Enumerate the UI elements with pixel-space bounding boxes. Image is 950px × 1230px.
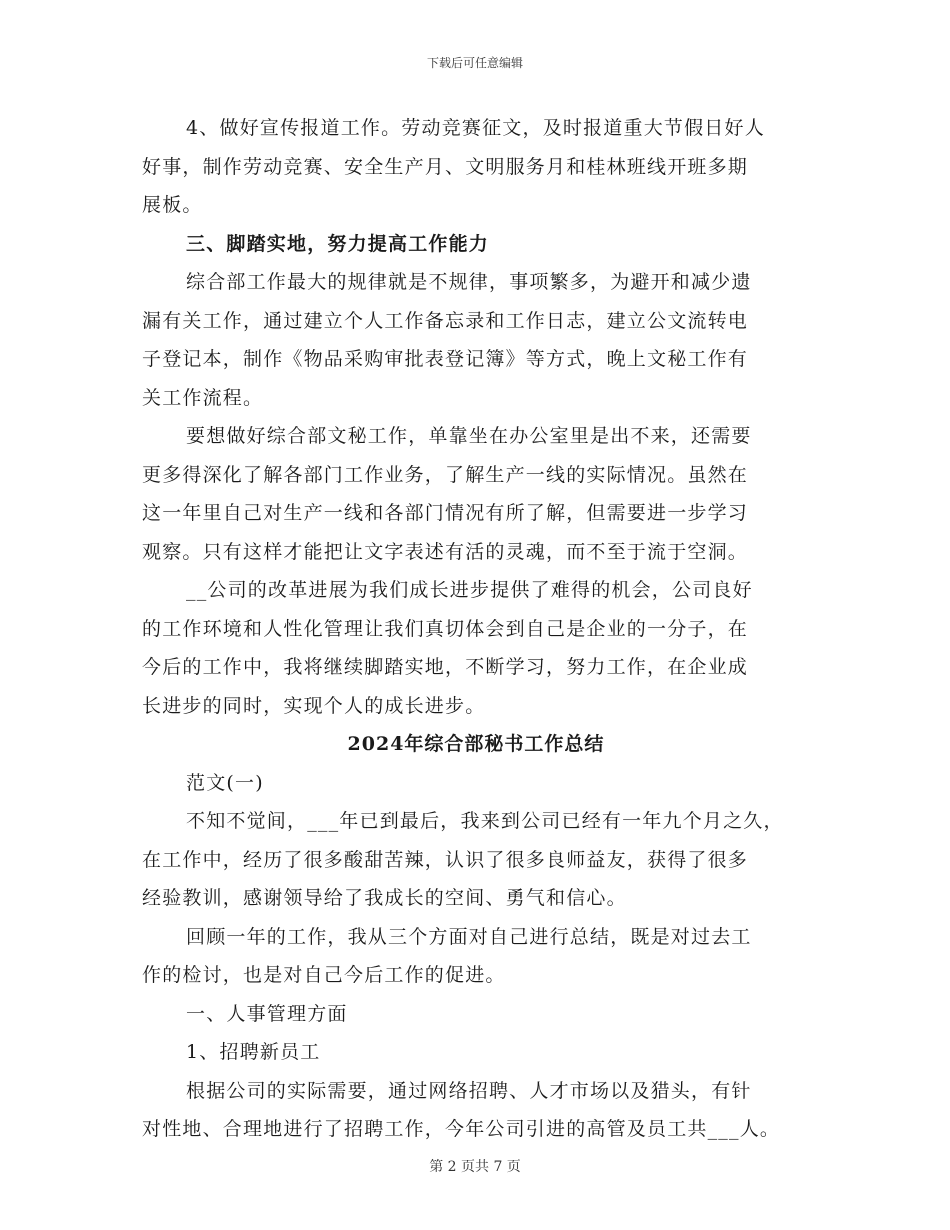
page-footer: 第 2 页共 7 页 [429, 1159, 521, 1175]
paragraph-line: 范文(一) [186, 771, 264, 794]
paragraph-line: 展板。 [142, 194, 203, 216]
paragraph-line: 根据公司的实际需要，通过网络招聘、人才市场以及猎头，有针 [186, 1079, 752, 1102]
document-title: 2024年综合部秘书工作总结 [347, 733, 605, 755]
paragraph-line: 这一年里自己对生产一线和各部门情况有所了解，但需要进一步学习 [142, 502, 749, 524]
paragraph-line: 作的检讨，也是对自己今后工作的促进。 [142, 964, 506, 986]
paragraph-line: 子登记本，制作《物品采购审批表登记簿》等方式，晚上文秘工作有 [142, 348, 749, 370]
paragraph-line: 关工作流程。 [142, 386, 264, 409]
paragraph-line: 对性地、合理地进行了招聘工作，今年公司引进的高管及员工共___人。 [142, 1118, 781, 1140]
paragraph-line: 的工作环境和人性化管理让我们真切体会到自己是企业的一分子，在 [142, 617, 749, 640]
paragraph-line: __公司的改革进展为我们成长进步提供了难得的机会，公司良好 [186, 579, 753, 601]
paragraph-line: 长进步的同时，实现个人的成长进步。 [142, 694, 486, 717]
paragraph-line: 观察。只有这样才能把让文字表述有活的灵魂，而不至于流于空洞。 [142, 540, 749, 563]
paragraph-line: 综合部工作最大的规律就是不规律，事项繁多，为避开和减少遗 [186, 271, 752, 293]
paragraph-line: 更多得深化了解各部门工作业务，了解生产一线的实际情况。虽然在 [142, 463, 749, 486]
paragraph-line: 经验教训，感谢领导给了我成长的空间、勇气和信心。 [142, 887, 627, 909]
subsection-heading: 一、人事管理方面 [186, 1002, 348, 1025]
paragraph-line: 好事，制作劳动竞赛、安全生产月、文明服务月和桂林班线开班多期 [142, 155, 749, 178]
paragraph-line: 要想做好综合部文秘工作，单靠坐在办公室里是出不来，还需要 [186, 425, 752, 447]
paragraph-line: 回顾一年的工作，我从三个方面对自己进行总结，既是对过去工 [186, 925, 752, 948]
page-header: 下载后可任意编辑 [426, 56, 523, 70]
paragraph-line: 4、做好宣传报道工作。劳动竞赛征文，及时报道重大节假日好人 [186, 117, 765, 139]
section-heading: 三、脚踏实地，努力提高工作能力 [186, 232, 490, 255]
paragraph-line: 不知不觉间，___年已到最后，我来到公司已经有一年九个月之久， [186, 810, 784, 832]
document-body [142, 109, 810, 1149]
paragraph-line: 在工作中，经历了很多酸甜苦辣，认识了很多良师益友，获得了很多 [142, 848, 749, 871]
subsection-heading: 1、招聘新员工 [186, 1041, 321, 1063]
paragraph-line: 漏有关工作，通过建立个人工作备忘录和工作日志，建立公文流转电 [142, 309, 749, 332]
paragraph-line: 今后的工作中，我将继续脚踏实地，不断学习，努力工作，在企业成 [142, 656, 749, 678]
